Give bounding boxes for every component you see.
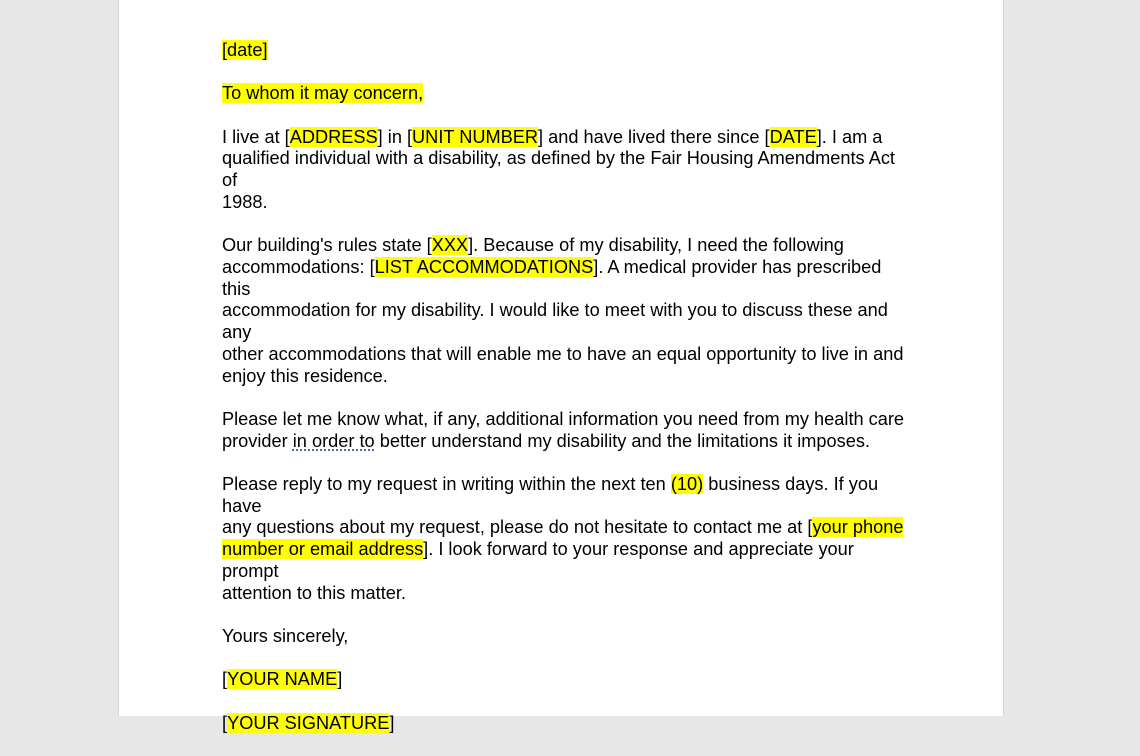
text: ] in [ xyxy=(377,126,413,147)
text: qualified individual with a disability, as defined by the Fair Housing Amendments Act of xyxy=(222,148,895,191)
grammar-suggestion[interactable]: in order to xyxy=(292,430,375,451)
contact-placeholder: number or email address xyxy=(222,539,424,560)
bracket: [ xyxy=(222,669,228,690)
paragraph-residence xyxy=(222,127,912,214)
bracket: [ xyxy=(222,712,228,733)
closing-line xyxy=(222,626,912,648)
text: better understand my disability and the limitations it imposes. xyxy=(374,430,870,451)
text: other accommodations that will enable me to have an equal opportunity to live in and xyxy=(222,343,904,364)
rule-placeholder: XXX xyxy=(431,235,469,256)
text: ]. Because of my disability, I need the following xyxy=(468,235,844,256)
text: Please let me know what, if any, additional information you need from my health care xyxy=(222,408,905,429)
text: enjoy this residence. xyxy=(222,365,388,386)
document-page xyxy=(118,0,1004,733)
paragraph-reply xyxy=(222,474,912,604)
text: business days. If you have xyxy=(222,473,879,516)
accommodations-placeholder: LIST ACCOMMODATIONS xyxy=(374,256,594,277)
paragraph-information xyxy=(222,409,912,452)
unit-number-placeholder: UNIT NUMBER xyxy=(412,126,539,147)
text: I live at [ xyxy=(222,126,290,147)
salutation: To whom it may concern, xyxy=(222,83,424,104)
address-placeholder: ADDRESS xyxy=(289,126,378,147)
letter-body[interactable] xyxy=(222,40,912,756)
name-placeholder: YOUR NAME xyxy=(227,669,338,690)
text: ]. I look forward to your response and appreciate your prompt xyxy=(222,539,854,581)
days-placeholder: (10) xyxy=(670,473,704,494)
bracket: ] xyxy=(337,669,343,690)
bracket: ] xyxy=(389,712,395,733)
text: 1988. xyxy=(222,191,268,212)
date-line xyxy=(222,40,912,62)
date-placeholder: [date] xyxy=(222,40,268,60)
name-line xyxy=(222,669,912,691)
text: any questions about my request, please do not hesitate to contact me at [ xyxy=(222,517,813,538)
contact-placeholder: your phone xyxy=(812,517,904,538)
signature-placeholder: YOUR SIGNATURE xyxy=(227,712,390,733)
text: ] and have lived there since [ xyxy=(538,126,770,147)
text: attention to this matter. xyxy=(222,582,406,603)
move-in-date-placeholder: DATE xyxy=(769,126,817,147)
salutation-line xyxy=(222,83,912,105)
text: Our building's rules state [ xyxy=(222,235,432,256)
paragraph-accommodations xyxy=(222,235,912,387)
text: accommodation for my disability. I would like to meet with you to discuss these and any xyxy=(222,300,888,343)
closing: Yours sincerely, xyxy=(222,625,349,646)
text: Please reply to my request in writing within the next ten xyxy=(222,473,671,494)
text: provider xyxy=(222,430,293,451)
text: ]. I am a xyxy=(816,126,883,147)
text: ]. A medical provider has prescribed this xyxy=(222,256,882,299)
text: accommodations: [ xyxy=(222,256,375,277)
